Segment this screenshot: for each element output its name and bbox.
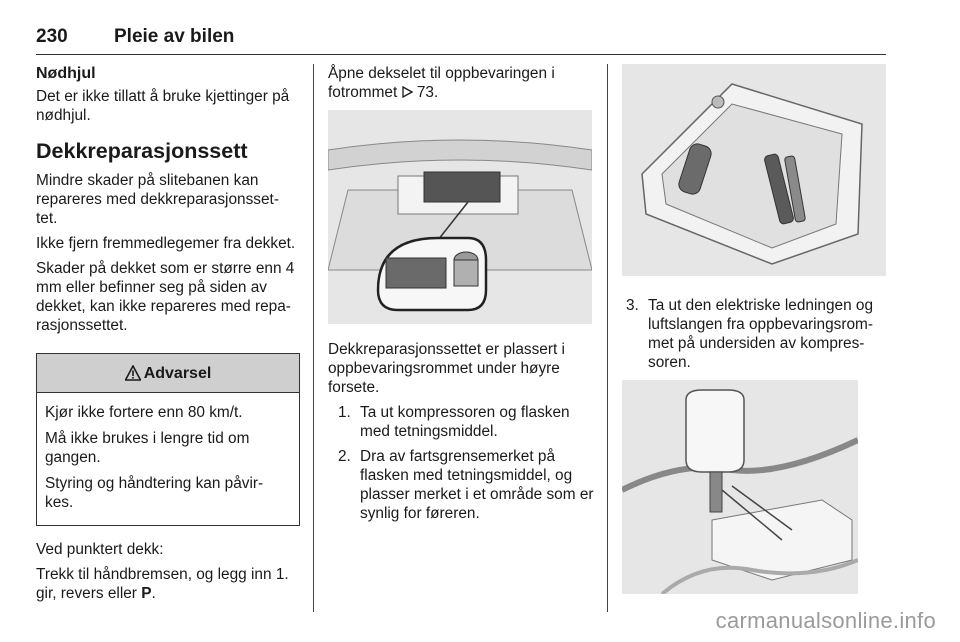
warning-box <box>36 353 300 526</box>
paragraph-spare-wheel: Det er ikke tillatt å bruke kjettinger på nødhjul. <box>36 88 290 124</box>
illustration-floor-storage <box>328 110 592 324</box>
column-left <box>36 64 300 609</box>
gear-p-label: P <box>141 585 152 602</box>
list-item <box>338 403 596 441</box>
illustration-repair-kit-box <box>622 64 886 276</box>
column-divider <box>607 64 608 612</box>
warning-line: Må ikke brukes i lengre tid om gangen. <box>45 430 250 466</box>
paragraph-handbrake <box>36 565 300 603</box>
page-number: 230 <box>36 26 68 47</box>
text: Trekk til håndbremsen, og legg inn 1. gir, revers eller <box>36 566 289 602</box>
column-right <box>622 64 888 594</box>
paragraph: Skader på dekket som er større enn 4 mm eller befinner seg på siden av dekket, kan ikke repareres med repa-rasjonssettet. <box>36 260 295 334</box>
steps-list <box>622 296 888 372</box>
column-divider <box>313 64 314 612</box>
step-number: 1. <box>338 404 351 421</box>
step-number: 3. <box>626 297 639 314</box>
page-header <box>36 26 886 55</box>
paragraph-kit-location: Dekkreparasjonssettet er plassert i oppbevaringsrommet under høyre forsete. <box>328 341 565 396</box>
list-item <box>338 447 596 523</box>
step-number: 2. <box>338 448 351 465</box>
page-title: Pleie av bilen <box>114 26 235 47</box>
heading-spare-wheel: Nødhjul <box>36 65 96 82</box>
watermark: carmanualsonline.info <box>715 608 936 633</box>
step-text: Dra av fartsgrensemerket på flasken med tetningsmiddel, og plasser merket i et område som er synlig for føreren. <box>360 448 594 522</box>
page-reference-arrow-icon <box>402 86 413 98</box>
text: Åpne dekselet til oppbevaringen i fotrommet <box>328 65 555 101</box>
column-middle <box>328 64 596 529</box>
paragraph: Mindre skader på slitebanen kan repareres med dekkreparasjonsset-tet. <box>36 172 279 227</box>
heading-repair-kit: Dekkreparasjonssett <box>36 139 248 163</box>
warning-header <box>37 354 299 393</box>
text: . <box>151 585 156 602</box>
paragraph: Ikke fjern fremmedlegemer fra dekket. <box>36 235 296 252</box>
warning-title: Advarsel <box>143 364 212 382</box>
warning-line: Kjør ikke fortere enn 80 km/t. <box>45 404 243 421</box>
step-text: Ta ut den elektriske ledningen og luftslangen fra oppbevaringsrom-met på undersiden av kompres-soren. <box>648 297 874 371</box>
warning-triangle-icon <box>125 365 141 381</box>
page-reference: 73. <box>416 84 439 101</box>
paragraph: Ved punktert dekk: <box>36 541 164 558</box>
illustration-compressor <box>622 380 858 594</box>
list-item <box>626 296 888 372</box>
warning-line: Styring og håndtering kan påvir-kes. <box>45 475 264 511</box>
step-text: Ta ut kompressoren og flasken med tetningsmiddel. <box>360 404 570 440</box>
steps-list <box>328 403 596 523</box>
paragraph-open-cover <box>328 64 596 102</box>
warning-body <box>37 393 299 525</box>
